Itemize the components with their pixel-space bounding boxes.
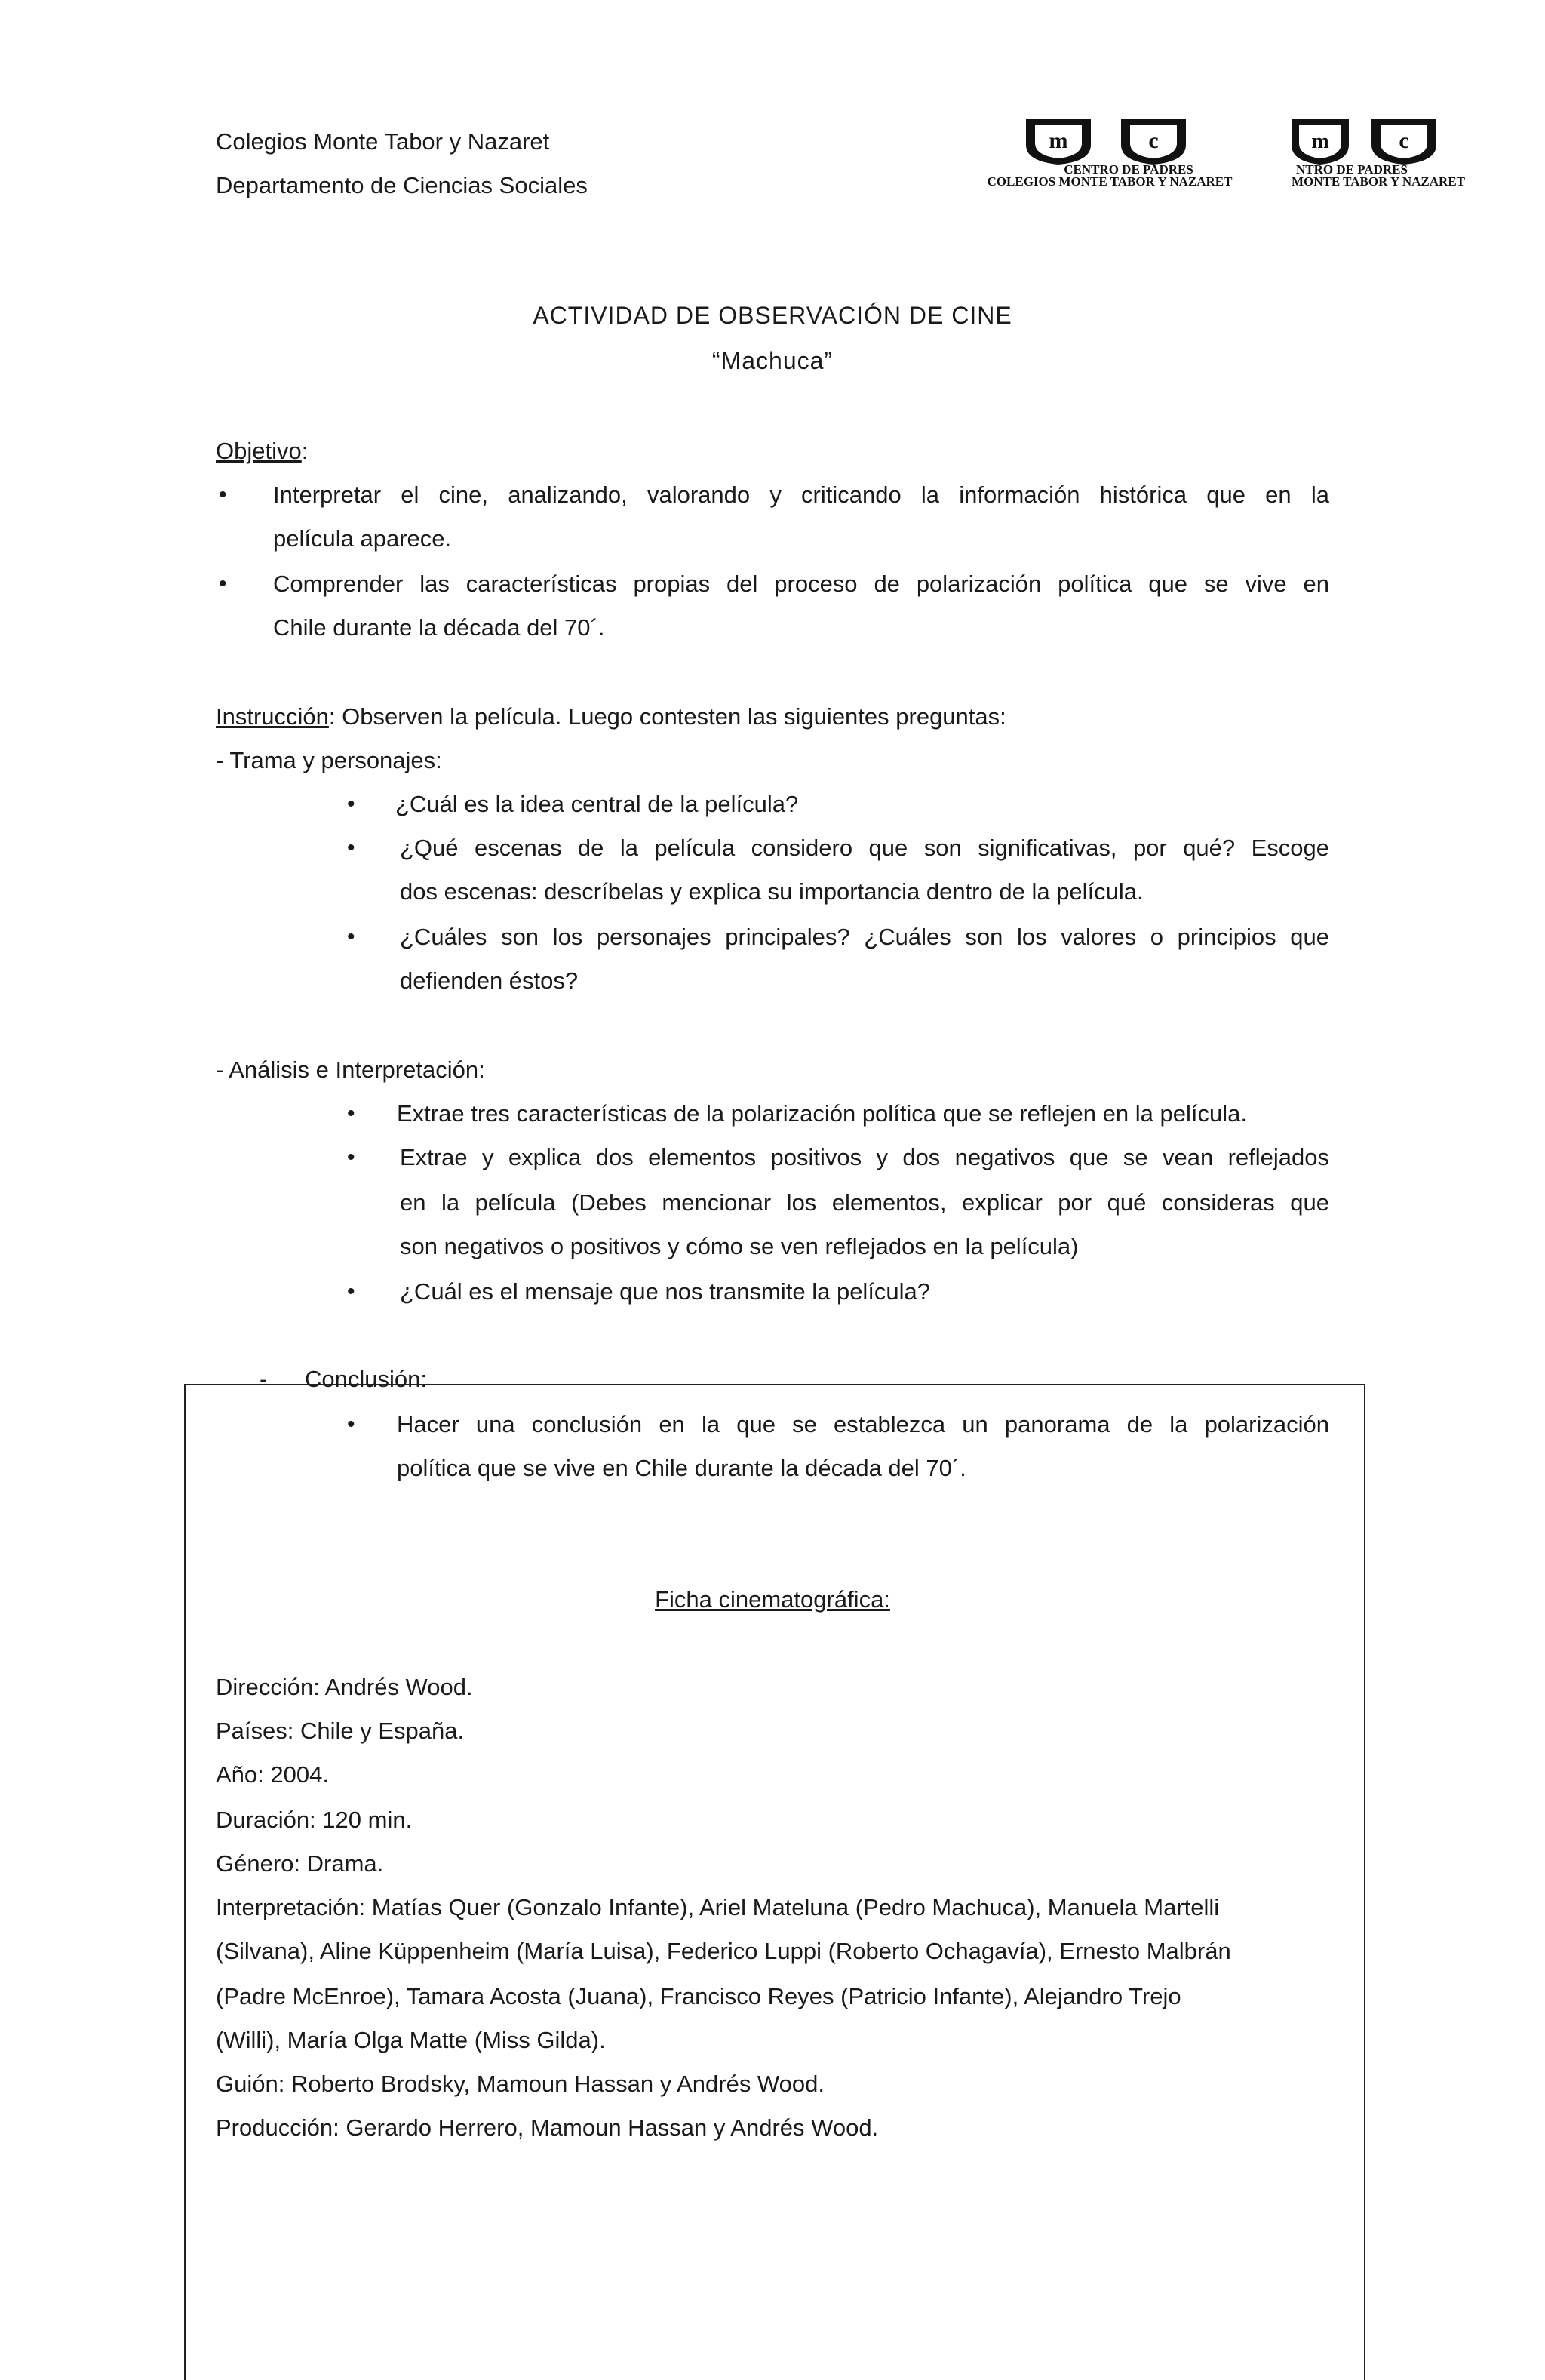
bullet-icon: • bbox=[347, 1101, 355, 1126]
film-title: “Machuca” bbox=[711, 347, 834, 374]
objective-heading: Objetivo: bbox=[216, 438, 309, 464]
analysis-item-1: Extrae tres características de la polarización política que se reflejen en la película. bbox=[397, 1100, 1247, 1127]
bullet-icon: • bbox=[347, 1279, 355, 1304]
ficha-direction: Dirección: Andrés Wood. bbox=[216, 1674, 473, 1700]
bullet-icon: • bbox=[347, 792, 355, 816]
analysis-item-3: ¿Cuál es el mensaje que nos transmite la película? bbox=[400, 1278, 931, 1305]
shield-icon bbox=[1289, 113, 1545, 189]
objective-item-2-line2: Chile durante la década del 70´. bbox=[273, 614, 605, 641]
ficha-cast-line3: (Padre McEnroe), Tamara Acosta (Juana), Francisco Reyes (Patricio Infante), Alejandro Trejo bbox=[216, 1983, 1181, 2009]
ficha-cast-line4: (Willi), María Olga Matte (Miss Gilda). bbox=[216, 2027, 606, 2053]
film-sheet-heading: Ficha cinematográfica: bbox=[655, 1586, 890, 1613]
conclusion-dash: - bbox=[260, 1366, 268, 1392]
bullet-icon: • bbox=[347, 835, 355, 860]
ficha-duration: Duración: 120 min. bbox=[216, 1807, 413, 1833]
department-name: Departamento de Ciencias Sociales bbox=[216, 172, 588, 198]
trama-heading: - Trama y personajes: bbox=[216, 747, 442, 773]
ficha-cast-line1: Interpretación: Matías Quer (Gonzalo Infante), Ariel Mateluna (Pedro Machuca), Manuela Martelli bbox=[216, 1894, 1220, 1920]
svg-text:c: c bbox=[1399, 128, 1409, 153]
instruction-line: Instrucción: Observen la película. Luego contesten las siguientes preguntas: bbox=[216, 703, 1006, 730]
bullet-icon: • bbox=[219, 482, 227, 507]
ficha-year: Año: 2004. bbox=[216, 1761, 329, 1788]
svg-text:c: c bbox=[1148, 128, 1159, 153]
objective-item-2-line1: Comprender las características propias del proceso de polarización política que se vive en bbox=[273, 570, 1329, 597]
bullet-icon: • bbox=[347, 1412, 355, 1437]
svg-text:m: m bbox=[1311, 130, 1329, 153]
svg-text:CENTRO DE PADRES: CENTRO DE PADRES bbox=[1064, 162, 1193, 177]
activity-title: ACTIVIDAD DE OBSERVACIÓN DE CINE bbox=[533, 302, 1012, 329]
svg-text:NTRO DE PADRES: NTRO DE PADRES bbox=[1296, 162, 1408, 177]
objective-item-1-line1: Interpretar el cine, analizando, valorando y criticando la información histórica que en la bbox=[273, 481, 1329, 508]
trama-item-3-line1: ¿Cuáles son los personajes principales? ¿Cuáles son los valores o principios que bbox=[400, 924, 1329, 950]
ficha-production: Producción: Gerardo Herrero, Mamoun Hassan y Andrés Wood. bbox=[216, 2114, 879, 2141]
svg-text:COLEGIOS MONTE TABOR Y NAZARET: COLEGIOS MONTE TABOR Y NAZARET bbox=[987, 174, 1233, 189]
school-name: Colegios Monte Tabor y Nazaret bbox=[216, 128, 550, 155]
conclusion-frame bbox=[184, 1384, 1365, 2380]
parents-center-logo-secondary bbox=[1289, 113, 1545, 189]
shield-icon bbox=[932, 113, 1287, 189]
parents-center-logo bbox=[932, 113, 1287, 189]
analysis-item-2-line1: Extrae y explica dos elementos positivos y dos negativos que se vean reflejados bbox=[400, 1144, 1329, 1170]
ficha-cast-line2: (Silvana), Aline Küppenheim (María Luisa), Federico Luppi (Roberto Ochagavía), Ernesto Malbrán bbox=[216, 1938, 1231, 1964]
trama-item-3-line2: defienden éstos? bbox=[400, 967, 579, 994]
conclusion-heading: Conclusión: bbox=[305, 1366, 427, 1392]
trama-item-2-line2: dos escenas: descríbelas y explica su importancia dentro de la película. bbox=[400, 878, 1144, 905]
trama-item-2-line1: ¿Qué escenas de la película considero que son significativas, por qué? Escoge bbox=[400, 835, 1329, 861]
ficha-script: Guión: Roberto Brodsky, Mamoun Hassan y Andrés Wood. bbox=[216, 2071, 825, 2097]
analysis-heading: - Análisis e Interpretación: bbox=[216, 1056, 485, 1083]
ficha-genre: Género: Drama. bbox=[216, 1850, 384, 1877]
trama-item-1: ¿Cuál es la idea central de la película? bbox=[395, 791, 799, 817]
bullet-icon: • bbox=[347, 924, 355, 949]
analysis-item-2-line2: en la película (Debes mencionar los elementos, explicar por qué consideras que bbox=[400, 1189, 1329, 1216]
objective-item-1-line2: película aparece. bbox=[273, 525, 452, 552]
conclusion-item-line2: política que se vive en Chile durante la década del 70´. bbox=[397, 1455, 966, 1481]
svg-text:MONTE TABOR Y NAZARET: MONTE TABOR Y NAZARET bbox=[1292, 174, 1465, 189]
bullet-icon: • bbox=[347, 1145, 355, 1170]
bullet-icon: • bbox=[219, 571, 227, 596]
ficha-countries: Países: Chile y España. bbox=[216, 1717, 465, 1744]
analysis-item-2-line3: son negativos o positivos y cómo se ven reflejados en la película) bbox=[400, 1233, 1079, 1259]
conclusion-item-line1: Hacer una conclusión en la que se establezca un panorama de la polarización bbox=[397, 1411, 1329, 1438]
svg-text:m: m bbox=[1049, 128, 1068, 153]
